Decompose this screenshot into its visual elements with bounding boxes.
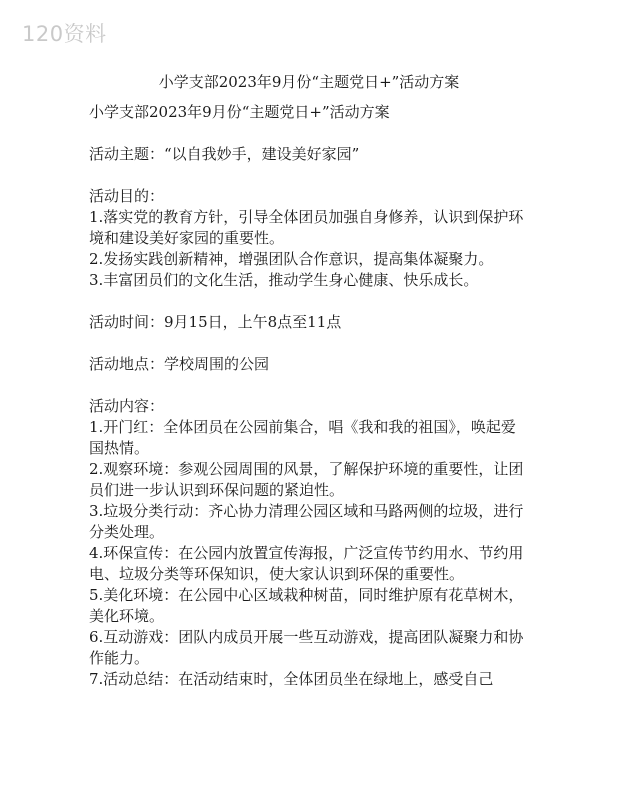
purpose-heading: 活动目的： xyxy=(89,187,165,205)
content-item: 2.观察环境：参观公园周围的风景，了解保护环境的重要性，让团员们进一步认识到环保问题的紧迫性。 xyxy=(89,460,524,499)
activity-time: 活动时间：9月15日，上午8点至11点 xyxy=(89,313,342,331)
document-body xyxy=(89,102,529,690)
spacer xyxy=(89,165,529,186)
content-item: 3.垃圾分类行动：齐心协力清理公园区域和马路两侧的垃圾，进行分类处理。 xyxy=(89,502,524,541)
activity-theme: 活动主题：“以自我妙手，建设美好家园” xyxy=(89,145,360,163)
spacer xyxy=(89,375,529,396)
purpose-item: 3.丰富团员们的文化生活，推动学生身心健康、快乐成长。 xyxy=(89,271,479,289)
content-item: 6.互动游戏：团队内成员开展一些互动游戏，提高团队凝聚力和协作能力。 xyxy=(89,628,524,667)
watermark: 120资料 xyxy=(22,22,107,46)
content-item: 7.活动总结：在活动结束时，全体团员坐在绿地上，感受自己 xyxy=(89,670,494,688)
content-heading: 活动内容： xyxy=(89,397,165,415)
content-item: 4.环保宣传：在公园内放置宣传海报，广泛宣传节约用水、节约用电、垃圾分类等环保知识，使大家认识到环保的重要性。 xyxy=(89,544,524,583)
spacer xyxy=(89,291,529,312)
document-title: 小学支部2023年9月份“主题党日+”活动方案 xyxy=(158,73,460,91)
content-item: 5.美化环境：在公园中心区域栽种树苗，同时维护原有花草树木，美化环境。 xyxy=(89,586,524,625)
activity-location: 活动地点：学校周围的公园 xyxy=(89,355,270,373)
body-title: 小学支部2023年9月份“主题党日+”活动方案 xyxy=(89,103,390,121)
spacer xyxy=(89,333,529,354)
purpose-item: 1.落实党的教育方针，引导全体团员加强自身修养，认识到保护环境和建设美好家园的重要性。 xyxy=(89,208,524,247)
spacer xyxy=(89,123,529,144)
purpose-item: 2.发扬实践创新精神，增强团队合作意识，提高集体凝聚力。 xyxy=(89,250,494,268)
content-item: 1.开门红：全体团员在公园前集合，唱《我和我的祖国》，唤起爱国热情。 xyxy=(89,418,516,457)
